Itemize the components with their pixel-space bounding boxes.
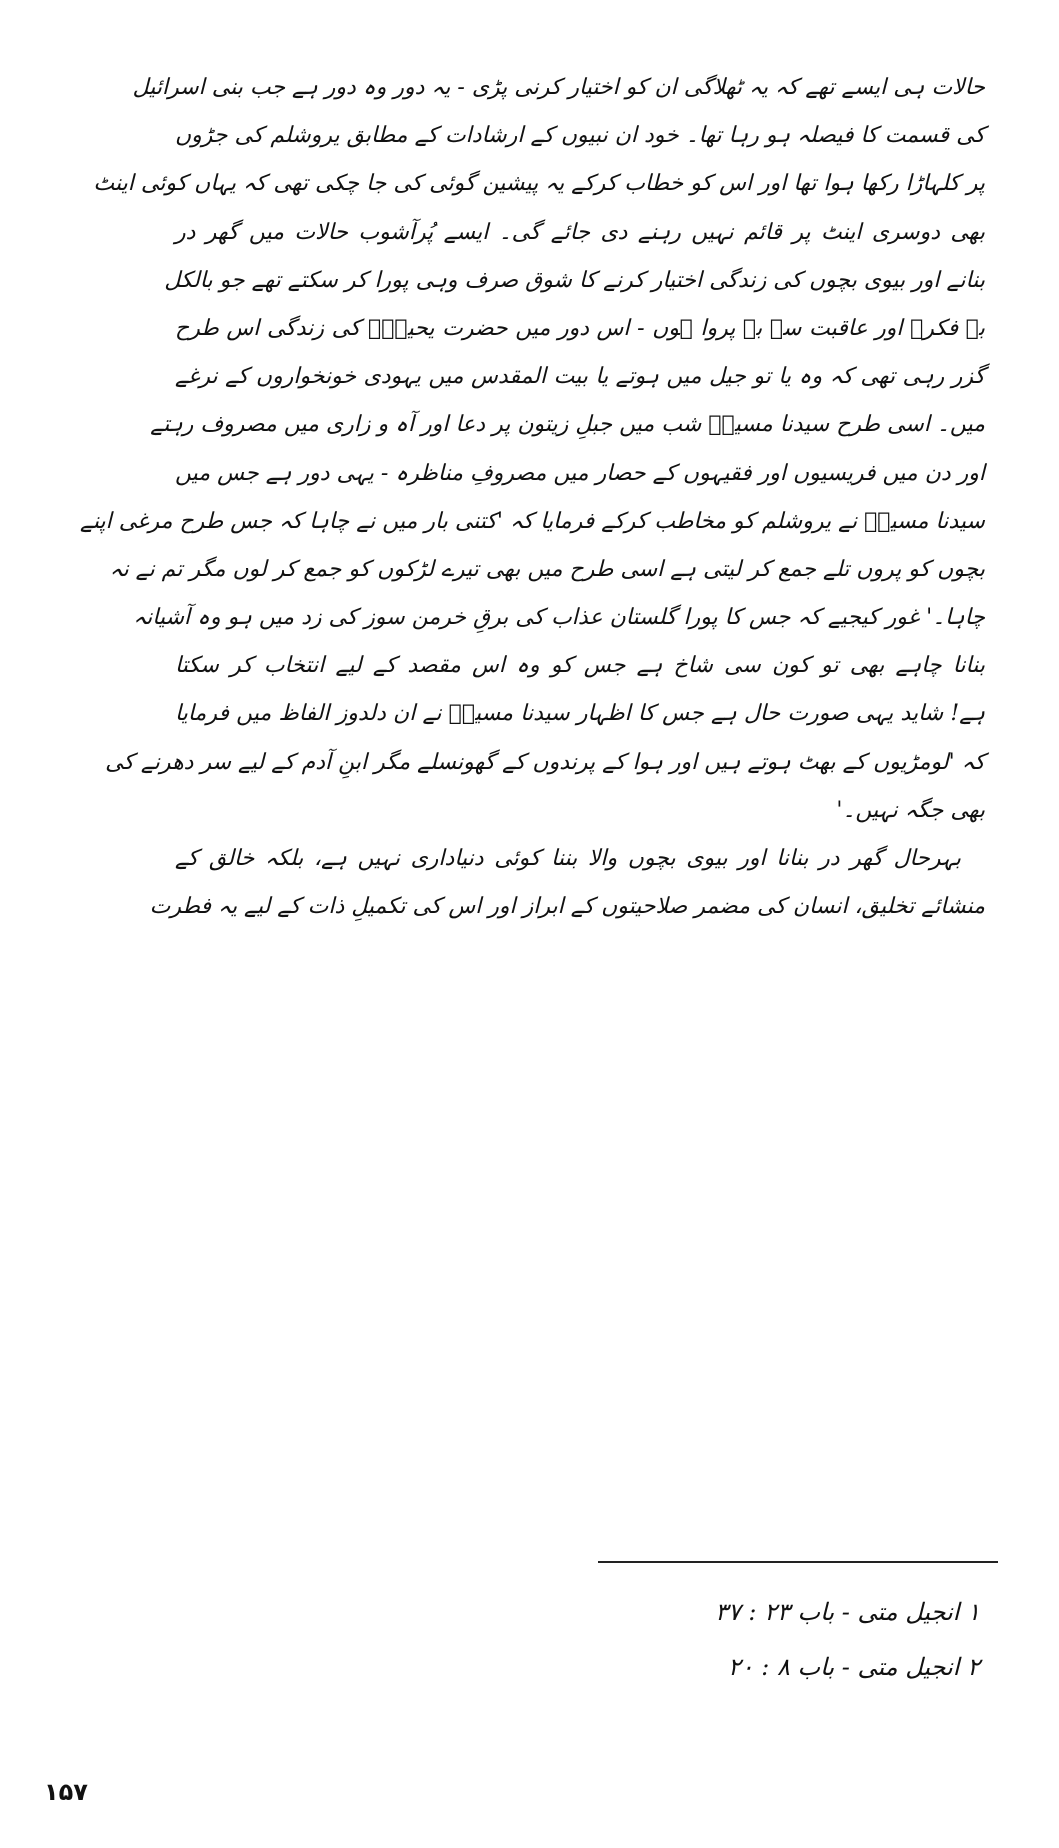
- text-line: میں۔ اسی طرح سیدنا مسیحؑ شب میں جبلِ زیتون پر دعا اور آہ و زاری میں مصروف رہتے: [150, 412, 985, 438]
- text-line: منشائے تخلیق، انسان کی مضمر صلاحیتوں کے ابراز اور اس کی تکمیلِ ذات کے لیے یہ فطرت: [149, 894, 985, 920]
- text-line: بچوں کو پروں تلے جمع کر لیتی ہے اسی طرح میں بھی تیرے لڑکوں کو جمع کر لوں مگر تم نے نہ: [109, 556, 985, 582]
- body-text: [79, 64, 985, 931]
- text-line: پر کلہاڑا رکھا ہوا تھا اور اس کو خطاب کرکے یہ پیشین گوئی کی جا چکی تھی کہ یہاں کوئی اینٹ: [93, 171, 985, 197]
- text-line: چاہا۔' غور کیجیے کہ جس کا پورا گلستان عذاب کی برقِ خرمن سوز کی زد میں ہو وہ آشیانہ: [133, 605, 985, 631]
- text-line: حالات ہی ایسے تھے کہ یہ ٹھلاگی ان کو اختیار کرنی پڑی - یہ دور وہ دور ہے جب بنی اسرائیل: [132, 75, 985, 100]
- footnote-1: ۱ انجیل متی - باب ۲۳ : ۳۷: [715, 1598, 980, 1626]
- text-line: گزر رہی تھی کہ وہ یا تو جیل میں ہوتے یا بیت المقدس میں یہودی خونخواروں کے نرغے: [175, 364, 985, 390]
- text-line: کی قسمت کا فیصلہ ہو رہا تھا۔ خود ان نبیوں کے ارشادات کے مطابق یروشلم کی جڑوں: [175, 123, 985, 149]
- text-line: کہ 'لومڑیوں کے بھٹ ہوتے ہیں اور ہوا کے پرندوں کے گھونسلے مگر ابنِ آدم کے لیے سر دھرنے کی: [105, 749, 985, 775]
- footnote-divider: [598, 1561, 998, 1563]
- footnote-2: ۲ انجیل متی - باب ۸ : ۲۰: [727, 1653, 980, 1681]
- text-line: ہے! شاید یہی صورت حال ہے جس کا اظہار سیدنا مسیحؑ نے ان دلدوز الفاظ میں فرمایا: [175, 701, 985, 727]
- text-line: بہرحال گھر در بنانا اور بیوی بچوں والا بننا کوئی دنیاداری نہیں ہے، بلکہ خالق کے: [175, 846, 961, 871]
- page-number: ۱۵۷: [44, 1778, 88, 1806]
- text-line: سیدنا مسیحؑ نے یروشلم کو مخاطب کرکے فرمایا کہ 'کتنی بار میں نے چاہا کہ جس طرح مرغی اپنے: [79, 508, 985, 534]
- text-line: بنانے اور بیوی بچوں کی زندگی اختیار کرنے کا شوق صرف وہی پورا کر سکتے تھے جو بالکل: [164, 267, 985, 293]
- text-line: بھی جگہ نہیں۔': [836, 797, 985, 823]
- footnotes: [560, 1585, 980, 1695]
- text-line: بھی دوسری اینٹ پر قائم نہیں رہنے دی جائے گی۔ ایسے پُرآشوب حالات میں گھر در: [175, 219, 985, 245]
- text-line: بنانا چاہے بھی تو کون سی شاخ ہے جس کو وہ اس مقصد کے لیے انتخاب کر سکتا: [175, 653, 985, 679]
- text-line: اور دن میں فریسیوں اور فقیہوں کے حصار میں مصروفِ مناظرہ - یہی دور ہے جس میں: [174, 460, 985, 486]
- text-line: بے فکرے اور عاقبت سے بے پروا ہوں - اس دور میں حضرت یحییٰؑ کی زندگی اس طرح: [175, 315, 985, 341]
